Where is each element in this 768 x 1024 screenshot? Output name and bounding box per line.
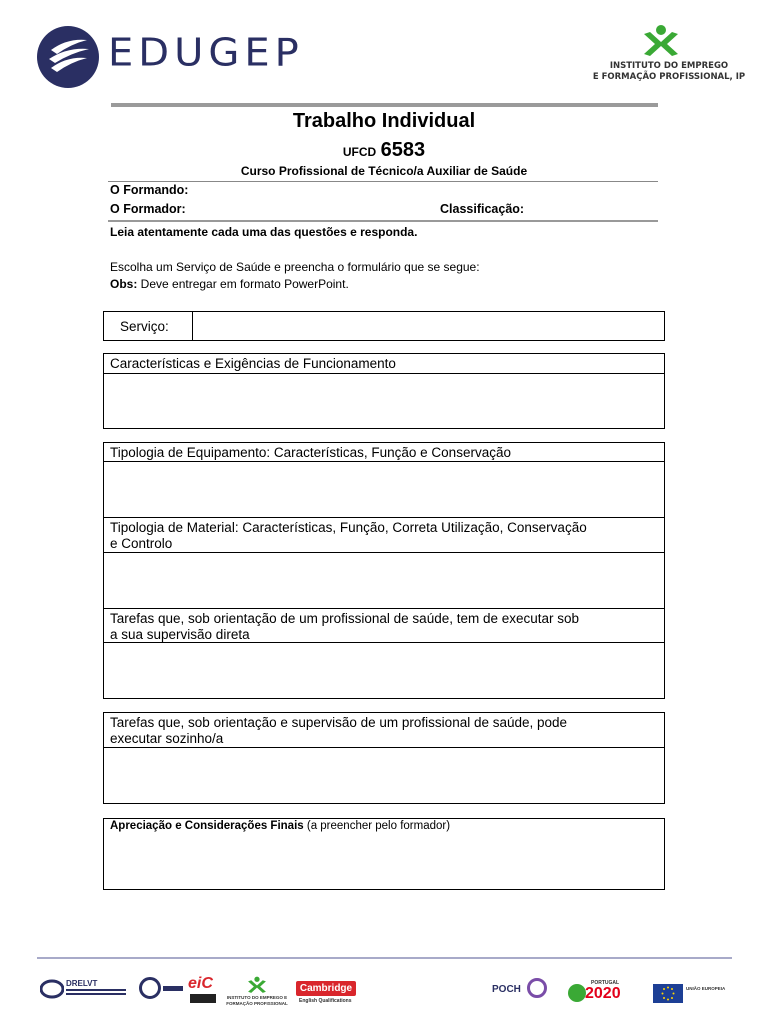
apreciacao-note: (a preencher pelo formador) xyxy=(303,820,451,832)
material-field[interactable] xyxy=(104,553,664,608)
formando-label: O Formando: xyxy=(110,183,189,197)
apreciacao-label xyxy=(110,820,450,832)
tarefas-sob-line1: Tarefas que, sob orientação de um profissional de saúde, tem de executar sob xyxy=(110,611,580,626)
ufcd-number: 6583 xyxy=(380,139,426,161)
equipamento-label: Tipologia de Equipamento: Características, Função e Conservação xyxy=(110,445,511,460)
eu-flag-icon xyxy=(653,984,683,1003)
certificada-logo-bar xyxy=(163,986,183,991)
tarefas-sozinho-line1: Tarefas que, sob orientação e supervisão de um profissional de saúde, pode xyxy=(110,715,568,730)
portugal-flag-icon xyxy=(568,984,586,1002)
identification-divider xyxy=(108,220,658,222)
caracteristicas-label: Características e Exigências de Funcionamento xyxy=(110,356,396,371)
obs-line xyxy=(110,277,349,291)
footer-divider xyxy=(37,957,732,959)
iefp-logo-text xyxy=(584,61,754,83)
tarefas-sob-line2: a sua supervisão direta xyxy=(110,627,250,642)
tarefas-sozinho-field[interactable] xyxy=(104,748,664,803)
header-divider xyxy=(111,103,658,107)
tarefas-sob-field[interactable] xyxy=(104,643,664,698)
material-label-line1: Tipologia de Material: Características, Função, Correta Utilização, Conservação xyxy=(110,520,587,535)
cambridge-text: Cambridge xyxy=(299,983,353,994)
edugep-logo-mark xyxy=(37,26,99,88)
portugal-text: PORTUGAL xyxy=(591,980,620,986)
tarefas-sob-label xyxy=(104,609,585,645)
eic-logo: eiC xyxy=(188,975,213,992)
ufcd-label: UFCD xyxy=(342,145,377,159)
caracteristicas-box xyxy=(103,353,665,429)
tarefas-sozinho-line2: executar sozinho/a xyxy=(110,731,224,746)
iefp-footer-text: INSTITUTO DO EMPREGO E FORMAÇÃO PROFISSIONAL xyxy=(226,995,288,1006)
equipamento-field[interactable] xyxy=(104,462,664,517)
tipologia-block xyxy=(103,442,665,699)
servico-row xyxy=(103,311,665,341)
apreciacao-box[interactable] xyxy=(103,818,665,890)
tarefas-sozinho-label xyxy=(104,713,573,749)
servico-field[interactable] xyxy=(193,312,664,340)
apreciacao-title: Apreciação e Considerações Finais xyxy=(110,820,304,832)
poch-logo: POCH xyxy=(492,984,521,995)
obs-text: Deve entregar em formato PowerPoint. xyxy=(137,277,349,291)
drelvt-rule xyxy=(66,989,126,991)
material-label-line2: e Controlo xyxy=(110,536,173,551)
p2020-logo: 2020 xyxy=(585,985,621,1002)
edugep-logo-text: EDUGEP xyxy=(108,31,304,75)
classificacao-label: Classificação: xyxy=(440,202,525,216)
caracteristicas-field[interactable] xyxy=(104,374,664,428)
eu-text: UNIÃO EUROPEIA xyxy=(686,986,726,991)
course-divider xyxy=(108,181,658,182)
course-name: Curso Profissional de Técnico/a Auxiliar de Saúde xyxy=(240,164,528,178)
obs-label: Obs: xyxy=(110,277,138,291)
iefp-line1: INSTITUTO DO EMPREGO xyxy=(609,61,729,71)
edugep-wing-icon xyxy=(37,26,99,88)
eic-badge xyxy=(190,994,216,1003)
ufcd-line xyxy=(0,139,768,162)
task-text: Escolha um Serviço de Saúde e preencha o formulário que se segue: xyxy=(110,260,480,274)
iefp-logo-icon xyxy=(640,24,682,62)
servico-label: Serviço: xyxy=(120,319,169,334)
certificada-logo-icon xyxy=(139,977,161,999)
document-title: Trabalho Individual xyxy=(292,110,476,132)
cambridge-badge xyxy=(296,981,356,996)
drelvt-logo xyxy=(40,978,98,1004)
cambridge-sub: English Qualifications xyxy=(299,998,352,1004)
instruction-text: Leia atentamente cada uma das questões e responda. xyxy=(110,225,418,239)
formador-label: O Formador: xyxy=(110,202,186,216)
iefp-line2: E FORMAÇÃO PROFISSIONAL, IP xyxy=(592,72,746,82)
drelvt-swirl-icon xyxy=(40,978,64,1000)
material-label xyxy=(104,518,593,554)
tarefas-sozinho-box xyxy=(103,712,665,804)
drelvt-rule-2 xyxy=(66,993,126,995)
drelvt-text: DRELVT xyxy=(66,979,98,988)
poch-circle-icon xyxy=(527,978,547,998)
